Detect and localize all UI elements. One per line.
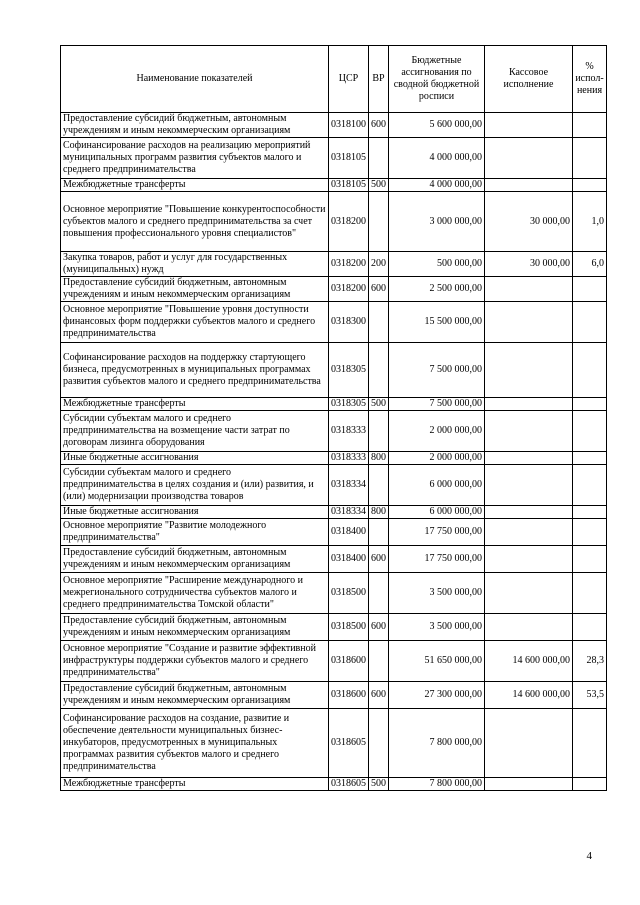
row-csr: 0318333 [329,411,369,452]
row-budget: 17 750 000,00 [389,546,485,573]
row-csr: 0318400 [329,546,369,573]
table-row [61,709,607,778]
row-budget: 2 000 000,00 [389,452,485,465]
row-csr: 0318100 [329,113,369,138]
row-vr [369,411,389,452]
row-vr [369,302,389,343]
row-vr: 500 [369,179,389,192]
row-vr [369,641,389,682]
row-csr: 0318333 [329,452,369,465]
row-budget: 27 300 000,00 [389,682,485,709]
row-csr: 0318200 [329,252,369,277]
row-budget: 3 000 000,00 [389,192,485,252]
row-csr: 0318305 [329,398,369,411]
row-name: Основное мероприятие "Создание и развитие эффективной инфраструктуры поддержки субъектов малого и среднего предпринимательства" [61,641,329,682]
table-row [61,465,607,506]
table-row [61,641,607,682]
row-cash [485,546,573,573]
table-row [61,614,607,641]
row-csr: 0318600 [329,641,369,682]
header-pct: % испол-нения [573,46,607,113]
row-name: Предоставление субсидий бюджетным, автономным учреждениям и иным некоммерческим организациям [61,682,329,709]
row-cash: 14 600 000,00 [485,641,573,682]
row-name: Иные бюджетные ассигнования [61,506,329,519]
row-cash [485,614,573,641]
table-body [61,113,607,791]
row-cash [485,302,573,343]
row-csr: 0318334 [329,465,369,506]
page-number: 4 [586,850,592,862]
row-pct: 53,5 [573,682,607,709]
row-budget: 3 500 000,00 [389,614,485,641]
row-pct [573,302,607,343]
row-name: Межбюджетные трансферты [61,179,329,192]
table-row [61,573,607,614]
row-cash [485,519,573,546]
row-csr: 0318200 [329,277,369,302]
row-pct [573,138,607,179]
row-vr: 600 [369,614,389,641]
row-csr: 0318400 [329,519,369,546]
table-row [61,252,607,277]
row-vr: 200 [369,252,389,277]
row-cash: 30 000,00 [485,252,573,277]
row-budget: 17 750 000,00 [389,519,485,546]
row-cash [485,465,573,506]
row-name: Предоставление субсидий бюджетным, автономным учреждениям и иным некоммерческим организациям [61,546,329,573]
row-pct [573,277,607,302]
table-row [61,546,607,573]
row-budget: 6 000 000,00 [389,465,485,506]
row-csr: 0318334 [329,506,369,519]
table-row [61,519,607,546]
row-cash [485,113,573,138]
row-csr: 0318500 [329,573,369,614]
row-vr: 600 [369,277,389,302]
row-vr [369,709,389,778]
row-csr: 0318105 [329,138,369,179]
row-cash [485,778,573,791]
row-csr: 0318105 [329,179,369,192]
row-csr: 0318600 [329,682,369,709]
row-cash [485,709,573,778]
row-budget: 4 000 000,00 [389,179,485,192]
row-pct [573,113,607,138]
row-pct [573,411,607,452]
row-vr [369,343,389,398]
row-cash [485,452,573,465]
table-row [61,506,607,519]
table-header-row [61,46,607,113]
row-vr: 600 [369,113,389,138]
row-cash [485,411,573,452]
row-budget: 7 800 000,00 [389,778,485,791]
row-pct [573,546,607,573]
row-vr [369,192,389,252]
table-row [61,179,607,192]
row-vr: 500 [369,778,389,791]
row-vr: 800 [369,452,389,465]
row-cash [485,179,573,192]
row-csr: 0318500 [329,614,369,641]
row-vr: 500 [369,398,389,411]
row-name: Межбюджетные трансферты [61,398,329,411]
row-cash [485,573,573,614]
row-pct [573,343,607,398]
row-name: Основное мероприятие "Развитие молодежного предпринимательства" [61,519,329,546]
row-pct: 28,3 [573,641,607,682]
row-name: Иные бюджетные ассигнования [61,452,329,465]
row-pct [573,398,607,411]
row-pct [573,465,607,506]
header-csr: ЦСР [329,46,369,113]
row-name: Закупка товаров, работ и услуг для государственных (муниципальных) нужд [61,252,329,277]
row-cash: 30 000,00 [485,192,573,252]
row-csr: 0318200 [329,192,369,252]
row-vr [369,138,389,179]
header-name: Наименование показателей [61,46,329,113]
table-row [61,452,607,465]
row-pct [573,778,607,791]
budget-execution-table [60,45,607,791]
row-pct [573,519,607,546]
row-budget: 7 500 000,00 [389,343,485,398]
table-row [61,113,607,138]
header-vr: ВР [369,46,389,113]
row-csr: 0318605 [329,778,369,791]
row-name: Межбюджетные трансферты [61,778,329,791]
row-vr [369,465,389,506]
row-budget: 6 000 000,00 [389,506,485,519]
row-pct [573,614,607,641]
table-row [61,277,607,302]
table-row [61,411,607,452]
row-name: Софинансирование расходов на создание, развитие и обеспечение деятельности муниципальных бизнес-инкубаторов, предусмотренных в муниципальных программах развития субъектов малого и среднего предпринимательства [61,709,329,778]
row-name: Софинансирование расходов на поддержку стартующего бизнеса, предусмотренных в муниципальных программах развития субъектов малого и среднего предпринимательства [61,343,329,398]
row-pct: 1,0 [573,192,607,252]
row-budget: 500 000,00 [389,252,485,277]
row-budget: 3 500 000,00 [389,573,485,614]
row-budget: 15 500 000,00 [389,302,485,343]
row-name: Субсидии субъектам малого и среднего предпринимательства в целях создания и (или) развития, и (или) модернизации производства товаров [61,465,329,506]
row-pct: 6,0 [573,252,607,277]
table-row [61,343,607,398]
table-row [61,398,607,411]
header-cash: Кассовое исполнение [485,46,573,113]
row-vr: 600 [369,546,389,573]
row-vr [369,519,389,546]
table-row [61,682,607,709]
row-cash [485,506,573,519]
row-csr: 0318305 [329,343,369,398]
row-pct [573,506,607,519]
row-budget: 2 000 000,00 [389,411,485,452]
row-name: Предоставление субсидий бюджетным, автономным учреждениям и иным некоммерческим организациям [61,614,329,641]
row-budget: 2 500 000,00 [389,277,485,302]
table-row [61,192,607,252]
row-cash [485,138,573,179]
row-vr: 600 [369,682,389,709]
row-pct [573,452,607,465]
table-row [61,778,607,791]
row-cash [485,398,573,411]
row-csr: 0318300 [329,302,369,343]
row-vr: 800 [369,506,389,519]
row-pct [573,179,607,192]
row-vr [369,573,389,614]
row-pct [573,573,607,614]
row-cash [485,343,573,398]
row-name: Основное мероприятие "Повышение конкурентоспособности субъектов малого и среднего предпринимательства за счет повышения профессионального уровня специалистов" [61,192,329,252]
row-name: Основное мероприятие "Повышение уровня доступности финансовых форм поддержки субъектов малого и среднего предпринимательства [61,302,329,343]
row-pct [573,709,607,778]
row-cash: 14 600 000,00 [485,682,573,709]
row-name: Основное мероприятие "Расширение международного и межрегионального сотрудничества субъектов малого и среднего предпринимательства Томской области" [61,573,329,614]
row-budget: 7 800 000,00 [389,709,485,778]
row-csr: 0318605 [329,709,369,778]
row-name: Субсидии субъектам малого и среднего предпринимательства на возмещение части затрат по договорам лизинга оборудования [61,411,329,452]
row-name: Софинансирование расходов на реализацию мероприятий муниципальных программ развития субъектов малого и среднего предпринимательства [61,138,329,179]
row-budget: 5 600 000,00 [389,113,485,138]
row-budget: 7 500 000,00 [389,398,485,411]
row-cash [485,277,573,302]
row-budget: 4 000 000,00 [389,138,485,179]
row-name: Предоставление субсидий бюджетным, автономным учреждениям и иным некоммерческим организациям [61,113,329,138]
header-budget: Бюджетные ассигнования по сводной бюджетной росписи [389,46,485,113]
row-budget: 51 650 000,00 [389,641,485,682]
table-row [61,302,607,343]
table-row [61,138,607,179]
row-name: Предоставление субсидий бюджетным, автономным учреждениям и иным некоммерческим организациям [61,277,329,302]
